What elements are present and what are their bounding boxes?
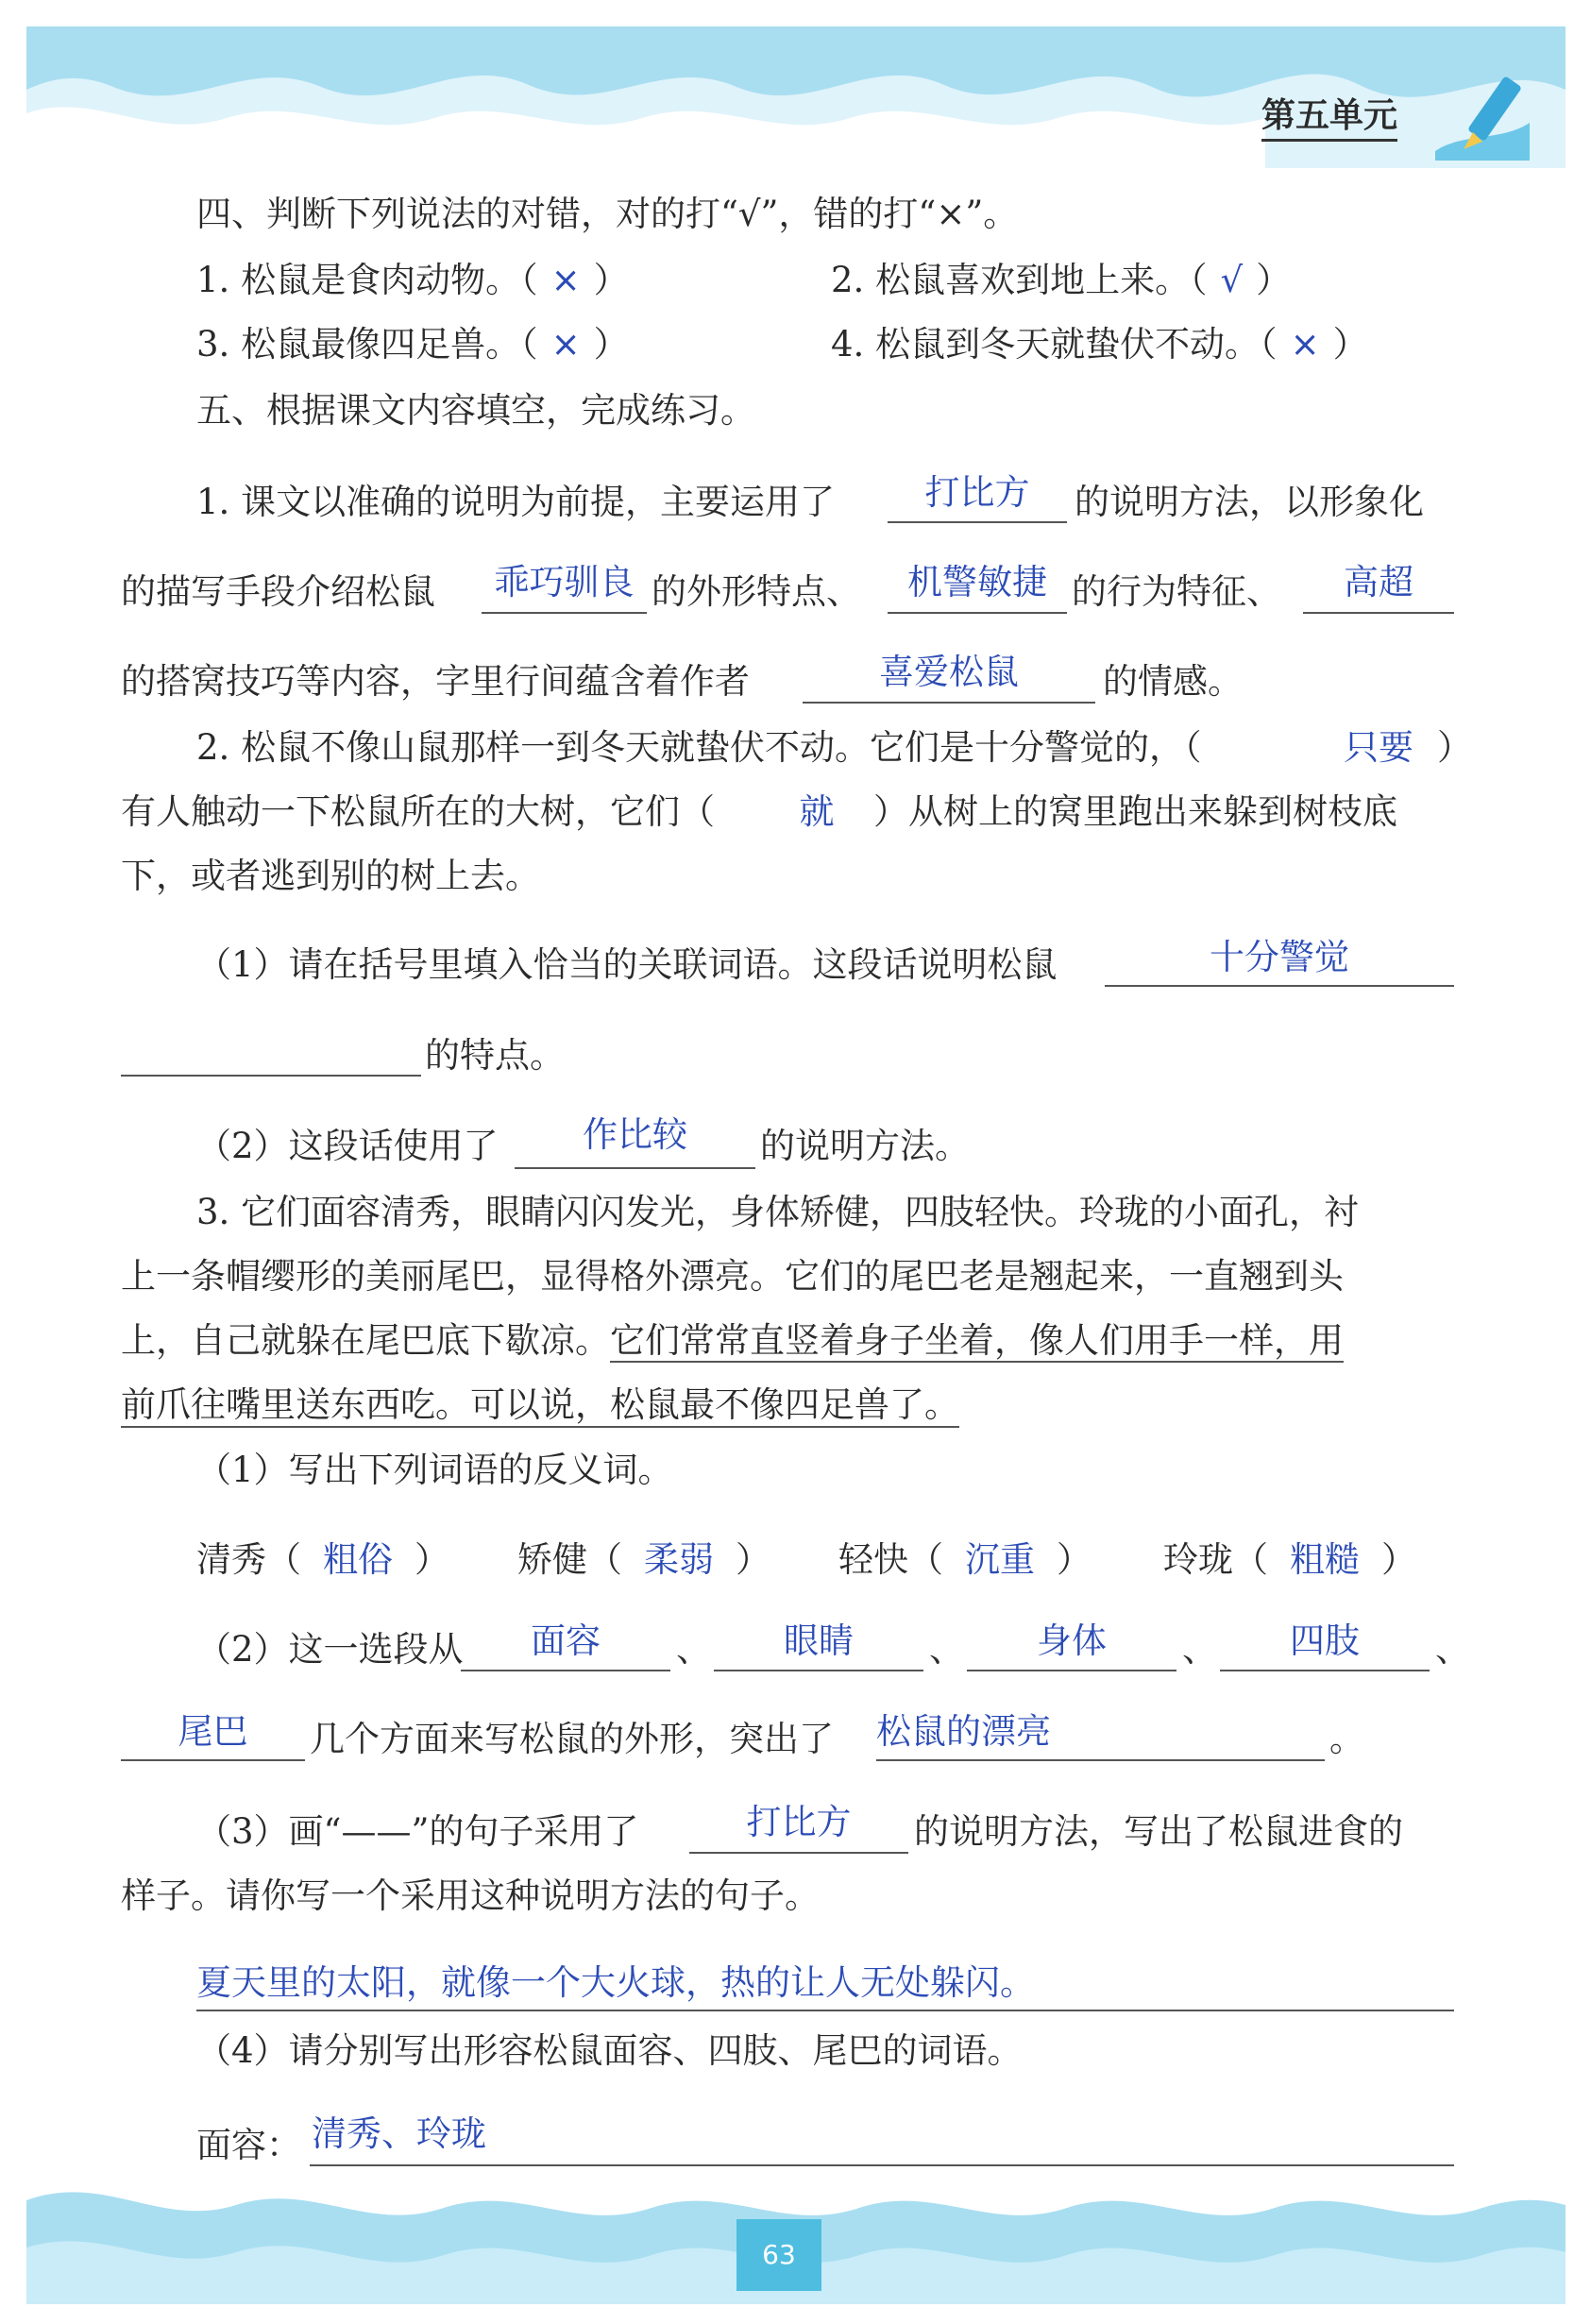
- judge-answer-1: ×: [550, 260, 581, 300]
- judge-item-4: 4. 松鼠到冬天就蛰伏不动。（ × ）: [831, 324, 1368, 365]
- q3-sub3-blank: [689, 1852, 908, 1854]
- q3-sub2-end: 。: [1329, 1719, 1364, 1759]
- section4-title: 四、判断下列说法的对错，对的打“√”，错的打“×”。: [196, 194, 1019, 234]
- q3-sub2-blank-5: [121, 1759, 305, 1761]
- q2-sub1-end: 的特点。: [425, 1035, 565, 1076]
- q1-blank-3: [888, 612, 1067, 614]
- q3-sub2-answer-6: 松鼠的漂亮: [876, 1711, 1051, 1752]
- face-answer: 清秀、玲珑: [312, 2113, 486, 2154]
- q2-sub1: （1）请在括号里填入恰当的关联词语。这段话说明松鼠: [196, 944, 1058, 985]
- q3-line2: 上一条帽缨形的美丽尾巴，显得格外漂亮。它们的尾巴老是翘起来，一直翘到头: [121, 1256, 1344, 1297]
- q1-blank-4: [1303, 612, 1454, 614]
- q3-sub2b: 几个方面来写松鼠的外形，突出了: [310, 1719, 834, 1759]
- q1-line1a: 1. 课文以准确的说明为前提，主要运用了: [196, 482, 836, 522]
- q2-sub1-blank: [1105, 985, 1454, 987]
- q3-sub3-answer: 打比方: [746, 1802, 852, 1842]
- q3-sub2-blank-6: [876, 1759, 1325, 1761]
- page-number: 63: [736, 2219, 821, 2291]
- q3-sub2-blank-3: [967, 1670, 1176, 1671]
- q3-sub2-sep-3: 、: [1182, 1629, 1217, 1670]
- q3-sub2a: （2）这一选段从: [196, 1629, 464, 1670]
- q3-sub3a: （3）画“——”的句子采用了: [196, 1811, 639, 1852]
- q3-sub2-sep-1: 、: [676, 1629, 711, 1670]
- q1-answer-2: 乖巧驯良: [494, 562, 635, 602]
- q2-sub1-answer: 十分警觉: [1210, 937, 1349, 977]
- q3-line3: 上，自己就躲在尾巴底下歇凉。它们常常直竖着身子坐着，像人们用手一样，用: [121, 1320, 1344, 1361]
- q3-sub2-blank-1: [461, 1670, 670, 1671]
- q2-sub2-blank: [515, 1167, 755, 1169]
- q2-answer-2: 就: [799, 791, 835, 832]
- face-label: 面容：: [196, 2125, 301, 2165]
- q3-sub3c: 样子。请你写一个采用这种说明方法的句子。: [121, 1875, 820, 1916]
- q2-line1b: ）: [1437, 727, 1472, 768]
- q3-line1: 3. 它们面容清秀，眼睛闪闪发光，身体矫健，四肢轻快。玲珑的小面孔，衬: [196, 1192, 1360, 1232]
- antonym-2: 矫健（ 柔弱 ）: [517, 1539, 770, 1580]
- q3-sub2-answer-4: 四肢: [1290, 1620, 1360, 1661]
- q1-line2b: 的外形特点、: [652, 571, 861, 612]
- q1-answer-1: 打比方: [924, 472, 1030, 513]
- judge-answer-4: ×: [1290, 324, 1320, 365]
- section5-title: 五、根据课文内容填空，完成练习。: [196, 390, 755, 431]
- q1-line2c: 的行为特征、: [1072, 571, 1281, 612]
- q2-sub1-blank-cont: [121, 1075, 421, 1077]
- antonym-1: 清秀（ 粗俗 ）: [196, 1539, 449, 1580]
- q2-answer-1: 只要: [1344, 727, 1413, 768]
- antonym-4: 玲珑（ 粗糙 ）: [1163, 1539, 1416, 1580]
- q3-sub4: （4）请分别写出形容松鼠面容、四肢、尾巴的词语。: [196, 2030, 1023, 2071]
- unit-title: 第五单元: [1261, 89, 1397, 142]
- q3-sub1: （1）写出下列词语的反义词。: [196, 1450, 673, 1490]
- pencil-icon: [1426, 66, 1539, 170]
- q2-line2a: 有人触动一下松鼠所在的大树，它们（: [121, 791, 715, 832]
- q3-sub2-blank-2: [714, 1670, 923, 1671]
- judge-item-3: 3. 松鼠最像四足兽。（ × ）: [196, 324, 629, 365]
- q3-sub3-sentence: 夏天里的太阳，就像一个大火球，热的让人无处躲闪。: [196, 1962, 1035, 2003]
- q1-blank-5: [803, 702, 1095, 704]
- q2-line2b: ）从树上的窝里跑出来躲到树枝底: [873, 791, 1397, 832]
- q3-sub2-sep-4: 、: [1435, 1629, 1470, 1670]
- q1-blank-2: [482, 612, 647, 614]
- q2-line3: 下，或者逃到别的树上去。: [121, 856, 540, 896]
- q1-line1b: 的说明方法，以形象化: [1075, 482, 1424, 522]
- q3-underlined-sentence: 它们常常直竖着身子坐着，像人们用手一样，用: [610, 1320, 1344, 1361]
- judge-answer-2: √: [1220, 260, 1244, 300]
- q3-sub2-answer-2: 眼睛: [784, 1620, 854, 1661]
- q1-line2a: 的描写手段介绍松鼠: [121, 571, 435, 612]
- q3-sub3b: 的说明方法，写出了松鼠进食的: [914, 1811, 1403, 1852]
- q1-line3b: 的情感。: [1103, 661, 1243, 702]
- q2-sub2a: （2）这段话使用了: [196, 1126, 499, 1166]
- q3-sub2-answer-5: 尾巴: [178, 1711, 248, 1752]
- q3-line4: 前爪往嘴里送东西吃。可以说，松鼠最不像四足兽了。: [121, 1384, 959, 1428]
- q3-sub2-answer-3: 身体: [1037, 1620, 1107, 1661]
- judge-item-2: 2. 松鼠喜欢到地上来。（ √ ）: [831, 260, 1292, 300]
- q1-answer-4: 高超: [1344, 562, 1413, 602]
- judge-item-1: 1. 松鼠是食肉动物。（ × ）: [196, 260, 629, 300]
- q3-sub2-answer-1: 面容: [531, 1620, 601, 1661]
- q2-sub2b: 的说明方法。: [760, 1126, 970, 1166]
- q1-line3a: 的搭窝技巧等内容，字里行间蕴含着作者: [121, 661, 750, 702]
- q1-answer-3: 机警敏捷: [907, 562, 1047, 602]
- q1-blank-1: [888, 521, 1067, 523]
- q3-sub2-blank-4: [1220, 1670, 1430, 1671]
- antonym-3: 轻快（ 沉重 ）: [838, 1539, 1092, 1580]
- judge-answer-3: ×: [550, 324, 581, 365]
- q3-sub2-sep-2: 、: [929, 1629, 964, 1670]
- q1-answer-5: 喜爱松鼠: [879, 652, 1019, 692]
- q2-line1a: 2. 松鼠不像山鼠那样一到冬天就蛰伏不动。它们是十分警觉的，（: [196, 727, 1202, 768]
- q3-sub3-sentence-line: [196, 2010, 1454, 2011]
- q2-sub2-answer: 作比较: [583, 1114, 687, 1155]
